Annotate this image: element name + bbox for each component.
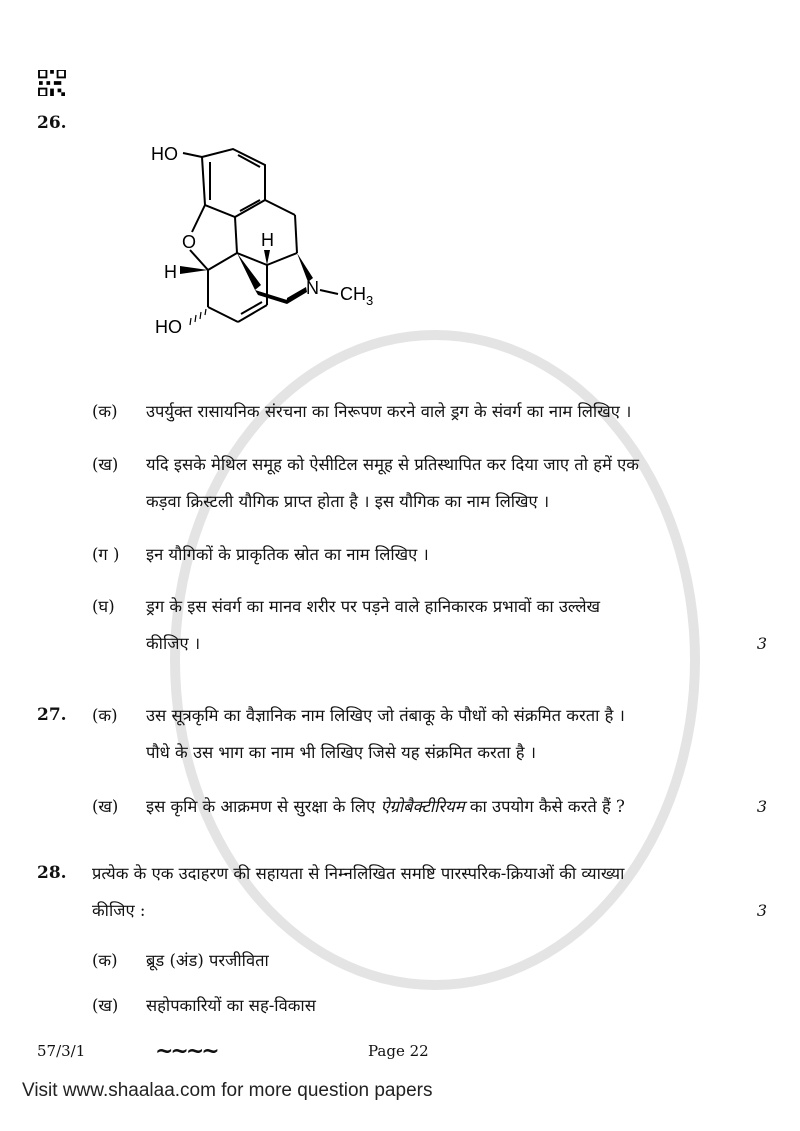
q26-marks: 3 — [756, 634, 767, 653]
q26-part-a-text: उपर्युक्त रासायनिक संरचना का निरूपण करने वाले ड्रग के संवर्ग का नाम लिखिए । — [146, 402, 632, 421]
q26-part-b — [37, 446, 767, 520]
q28-marks: 3 — [756, 901, 767, 920]
q26-part-d-line2: कीजिए । — [146, 634, 201, 653]
q28-part-b — [37, 987, 767, 1024]
q26-part-c — [37, 536, 767, 573]
q26-part-c-text: इन यौगिकों के प्राकृतिक स्रोत का नाम लिखिए । — [146, 545, 429, 564]
q28-line2: कीजिए : — [92, 901, 146, 920]
agrobacterium-term: ऐग्रोबैक्टीरियम — [380, 797, 465, 816]
q27-part-b — [37, 788, 767, 825]
label-o: O — [182, 232, 197, 252]
label-ho-bottom: HO — [155, 317, 182, 337]
q26-part-b-line1: यदि इसके मेथिल समूह को ऐसीटिल समूह से प्रतिस्थापित कर दिया जाए तो हमें एक — [146, 455, 639, 474]
q28-part-a — [37, 942, 767, 979]
question-number-26: 26. — [37, 113, 67, 133]
q26-part-b-marker: (ख) — [92, 455, 119, 474]
q28-part-a-marker: (क) — [92, 951, 118, 970]
q27-part-b-marker: (ख) — [92, 797, 119, 816]
morphine-structure-diagram — [0, 0, 800, 360]
questions-content — [22, 393, 767, 1102]
q28-part-b-marker: (ख) — [92, 996, 119, 1015]
ornament: ~~~~ — [155, 1038, 217, 1064]
label-h-top: H — [261, 230, 274, 250]
label-h-left: H — [164, 262, 177, 282]
q27-part-a-marker: (क) — [92, 706, 118, 725]
q26-part-d-line1: ड्रग के इस संवर्ग का मानव शरीर पर पड़ने वाले हानिकारक प्रभावों का उल्लेख — [146, 597, 601, 616]
label-ch3: $CH_3$ — [340, 284, 374, 308]
paper-code: 57/3/1 — [37, 1042, 86, 1060]
q28-part-b-text: सहोपकारियों का सह-विकास — [146, 996, 316, 1015]
q26-part-d-marker: (घ) — [92, 597, 115, 616]
q28-stem — [37, 855, 767, 929]
q27-part-b-text: इस कृमि के आक्रमण से सुरक्षा के लिए ऐग्रोबैक्टीरियम का उपयोग कैसे करते हैं ? — [146, 797, 625, 816]
q27-marks: 3 — [756, 797, 767, 816]
question-number-28: 28. — [37, 863, 67, 883]
question-number-27: 27. — [37, 705, 67, 725]
q26-part-b-line2: कड़वा क्रिस्टली यौगिक प्राप्त होता है । इस यौगिक का नाम लिखिए । — [146, 492, 550, 511]
q27-part-a — [37, 697, 767, 771]
q26-part-d — [37, 588, 767, 662]
q26-part-a — [37, 393, 767, 430]
q26-part-a-marker: (क) — [92, 402, 118, 421]
page-number: Page 22 — [368, 1042, 429, 1060]
q26-part-c-marker: (ग ) — [92, 545, 120, 564]
q28-line1: प्रत्येक के एक उदाहरण की सहायता से निम्नलिखित समष्टि पारस्परिक-क्रियाओं की व्याख्या — [92, 864, 625, 883]
q27-part-a-line2: पौधे के उस भाग का नाम भी लिखिए जिसे यह संक्रमित करता है । — [146, 743, 536, 762]
label-n: N — [306, 278, 319, 298]
q27-part-a-line1: उस सूत्रकृमि का वैज्ञानिक नाम लिखिए जो तंबाकू के पौधों को संक्रमित करता है । — [146, 706, 625, 725]
label-ho-top: HO — [151, 144, 178, 164]
shaalaa-visit-link[interactable]: Visit www.shaalaa.com for more question papers — [22, 1080, 433, 1101]
q28-part-a-text: ब्रूड (अंड) परजीविता — [146, 951, 269, 970]
page-footer — [37, 1036, 767, 1066]
